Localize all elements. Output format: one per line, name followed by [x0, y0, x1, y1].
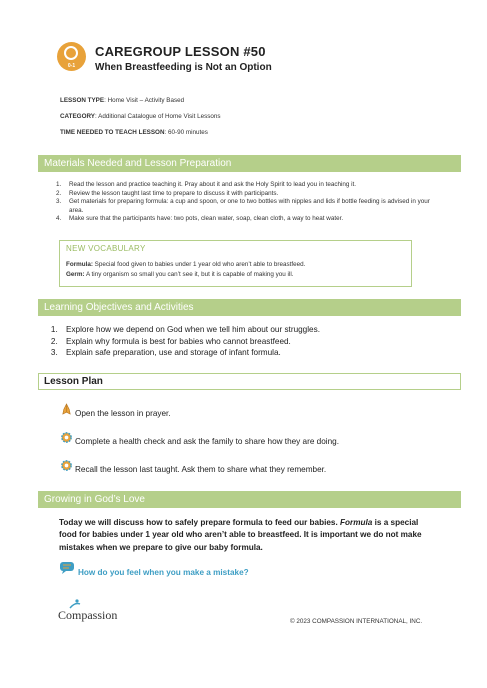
list-item: 4. Make sure that the participants have: two pots, clean water, soap, clean cloth, a way to heat water.: [63, 215, 438, 224]
time-value: : 60-90 minutes: [164, 129, 208, 136]
growing-heading: Growing in God’s Love: [44, 494, 145, 505]
lesson-subtitle: When Breastfeeding is Not an Option: [95, 62, 272, 73]
praying-hands-icon: [60, 403, 73, 416]
formula-def: Special food given to babies under 1 year old who aren’t able to breastfeed.: [92, 261, 306, 268]
lesson-type-line: [60, 97, 184, 104]
compassion-logo-text: Compassion: [58, 608, 118, 622]
materials-section-header: [38, 155, 461, 172]
list-item: 3. Explain safe preparation, use and storage of infant formula.: [60, 347, 460, 359]
plan-step: [60, 431, 73, 449]
lesson-type-label: LESSON TYPE: [60, 97, 105, 104]
plan-step: [60, 459, 73, 477]
time-label: TIME NEEDED TO TEACH LESSON: [60, 129, 165, 136]
lesson-type-value: : Home Visit – Activity Based: [104, 97, 185, 104]
plan-step-text: Recall the lesson last taught. Ask them to share what they remember.: [75, 465, 327, 474]
plan-step-text: Open the lesson in prayer.: [75, 409, 171, 418]
category-value: : Additional Catalogue of Home Visit Lessons: [94, 113, 221, 120]
gear-icon: [60, 431, 73, 444]
lesson-plan-section-header: [38, 373, 461, 390]
discussion-question: How do you feel when you make a mistake?: [78, 568, 249, 577]
vocabulary-box: [59, 240, 412, 287]
mother-baby-icon: [64, 46, 78, 60]
growing-text-2: is a special food for babies under 1 year old who aren’t able to breastfeed. It is important we do not make mistakes when we prepare to give our baby formula.: [59, 518, 422, 552]
germ-term: Germ:: [66, 271, 85, 278]
formula-definition: [66, 261, 305, 268]
growing-text-1: Today we will discuss how to safely prepare formula to feed our babies.: [59, 518, 341, 527]
germ-def: A tiny organism so small you can’t see it, but it is capable of making you ill.: [84, 271, 294, 278]
lesson-title: CAREGROUP LESSON #50: [95, 44, 266, 59]
objectives-list: [50, 324, 460, 359]
formula-term: Formula:: [66, 261, 93, 268]
vocabulary-heading: NEW VOCABULARY: [66, 244, 146, 253]
growing-section-header: [38, 491, 461, 508]
discussion-marker: [59, 561, 75, 580]
list-item: 3. Get materials for preparing formula: a cup and spoon, or one to two bottles with nipples and lids if bottle feeding is advised in your area.: [63, 198, 438, 215]
list-item: 1. Read the lesson and practice teaching it. Pray about it and ask the Holy Spirit to lead you in teaching it.: [63, 181, 438, 190]
materials-list: [55, 181, 438, 224]
compassion-figure-icon: [68, 599, 82, 609]
compassion-logo: [58, 608, 117, 623]
category-label: CATEGORY: [60, 113, 95, 120]
list-item: 1. Explore how we depend on God when we tell him about our struggles.: [60, 324, 460, 336]
objectives-heading: Learning Objectives and Activities: [44, 302, 194, 313]
category-line: [60, 113, 221, 120]
growing-paragraph: [59, 517, 424, 554]
germ-definition: [66, 271, 294, 278]
time-line: [60, 129, 208, 136]
objectives-section-header: [38, 299, 461, 316]
plan-step: [60, 403, 73, 421]
gear-icon: [60, 459, 73, 472]
lesson-age-logo: [57, 42, 86, 71]
speech-bubble-icon: [59, 561, 75, 575]
materials-heading: Materials Needed and Lesson Preparation: [44, 158, 232, 169]
lesson-plan-heading: Lesson Plan: [44, 376, 103, 387]
list-item: 2. Explain why formula is best for babies who cannot breastfeed.: [60, 336, 460, 348]
logo-age-label: 0-1: [67, 63, 76, 69]
growing-formula-word: Formula: [340, 518, 373, 527]
copyright: © 2023 COMPASSION INTERNATIONAL, INC.: [290, 618, 423, 625]
plan-step-text: Complete a health check and ask the family to share how they are doing.: [75, 437, 339, 446]
list-item: 2. Review the lesson taught last time to prepare to discuss it with participants.: [63, 190, 438, 199]
